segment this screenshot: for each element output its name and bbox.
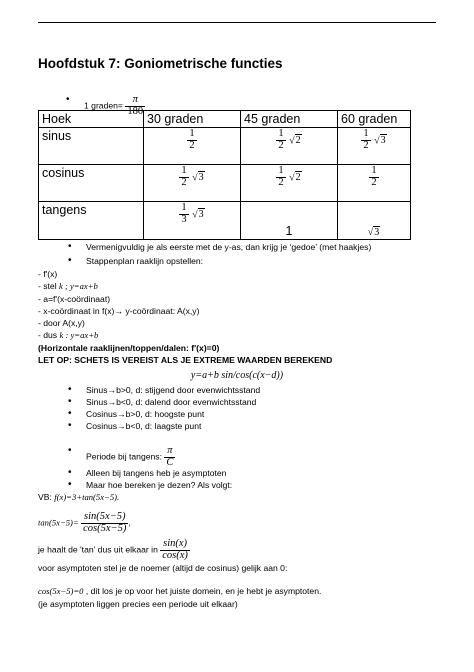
frac-den: 2: [371, 176, 377, 188]
asymptote-note: (je asymptoten liggen precies een periode uit elkaar): [38, 599, 238, 609]
sqrt: √2: [289, 135, 301, 147]
list-item: • Cosinus→b<0, d: laagste punt: [86, 421, 201, 431]
frac-num: 1: [189, 128, 195, 139]
sqrt: √3: [192, 172, 204, 184]
radicand: 3: [374, 227, 380, 238]
step-text: - stel: [38, 281, 60, 291]
fraction: [179, 166, 188, 188]
row-label: cosinus: [39, 165, 144, 202]
frac-den: C: [166, 456, 174, 468]
frac-den: cos(5x−5): [83, 522, 127, 534]
cos-equation: cos(5x−5)=0: [38, 586, 84, 596]
frac-num: 1: [278, 128, 284, 139]
table-row: [39, 202, 411, 240]
cell: [338, 165, 411, 202]
list-item: • Maar hoe bereken je dezen? Als volgt:: [86, 480, 232, 490]
step-1: - f'(x): [38, 269, 58, 279]
sinx-over-cosx: [160, 539, 190, 561]
example-prefix: VB:: [38, 492, 55, 502]
header-cell: Hoek: [39, 111, 144, 128]
list-item: • Cosinus→b>0, d: hoogste punt: [86, 409, 204, 419]
cell: [241, 165, 338, 202]
cos-text: , dit los je op voor het juiste domein, en je hebt je asymptoten.: [83, 586, 322, 596]
frac-den: 2: [363, 139, 369, 151]
step-6: [38, 330, 98, 340]
frac-num: 1: [181, 202, 187, 213]
sqrt: √2: [289, 172, 301, 184]
frac-den: 3: [181, 213, 187, 225]
step-text: y-coördinaat: A(x,y): [123, 306, 200, 316]
example-math: f(x)=3+tan(5x−5).: [54, 492, 120, 502]
header-cell: 60 graden: [338, 111, 411, 128]
denominator-note: voor asymptoten stel je de noemer (altijd de cosinus) gelijk aan 0:: [38, 563, 288, 573]
fraction: [276, 129, 285, 151]
frac-den: cos(x): [162, 549, 188, 561]
list-item: • Alleen bij tangens heb je asymptoten: [86, 468, 226, 478]
frac-den: 2: [278, 139, 284, 151]
cell: [338, 202, 411, 240]
sqrt: √3: [374, 135, 386, 147]
list-item: • Sinus→b>0, d: stijgend door evenwichtsstand: [86, 385, 260, 395]
tan-tail: ,: [128, 517, 131, 528]
horizontal-tangent-note: (Horizontale raaklijnen/toppen/dalen: f'(x)=0): [38, 343, 220, 353]
split-text: je haalt de 'tan' dus uit elkaar in: [38, 544, 161, 555]
cell: [144, 165, 241, 202]
pi-over-c: [164, 446, 175, 468]
degree-prefix: 1 graden=: [84, 100, 123, 111]
tan-decomposition: [38, 512, 131, 534]
frac-den: 2: [189, 139, 195, 151]
radicand: 3: [380, 135, 386, 147]
step-math: k : y=ax+b: [59, 330, 99, 340]
warning-note: LET OP: SCHETS IS VEREIST ALS JE EXTREME WAARDEN BEREKEND: [38, 355, 333, 365]
frac-num: sin(x): [163, 538, 188, 549]
cos-equation-line: [38, 586, 321, 596]
radicand: 3: [198, 172, 204, 184]
cell: [338, 128, 411, 165]
arrow-icon: →: [114, 306, 124, 316]
fraction: [369, 166, 378, 188]
table-row: [39, 128, 411, 165]
step-2: [38, 281, 98, 291]
general-formula: y=a+b sin/cos(c(x−d)): [190, 370, 284, 381]
list-item: • Sinus→b<0, d: dalend door evenwichtsstand: [86, 397, 256, 407]
step-text: - dus: [38, 330, 60, 340]
step-text: - x-coördinaat in f(x): [38, 306, 115, 316]
split-explanation: [38, 539, 190, 561]
fraction: [187, 129, 196, 151]
fraction: [276, 166, 285, 188]
frac-num: 1: [278, 165, 284, 176]
frac-num: sin(5x−5): [83, 511, 126, 522]
sin-over-cos: [81, 511, 131, 534]
sqrt: √3: [367, 227, 380, 238]
cell: [241, 128, 338, 165]
list-item: • Vermenigvuldig je als eerste met de y-as, dan krijg je ‘gedoe’ (met haakjes): [86, 242, 371, 252]
fraction: [179, 203, 188, 225]
radicand: 2: [295, 172, 301, 184]
table-header-row: [39, 111, 411, 128]
cell: [241, 202, 338, 240]
example-line: [38, 492, 119, 502]
table-row: [39, 165, 411, 202]
frac-num: π: [167, 445, 173, 456]
frac-num: π: [132, 94, 138, 105]
fraction: [361, 129, 370, 151]
step-5: - door A(x,y): [38, 318, 85, 328]
radicand: 2: [295, 135, 301, 147]
cell: [144, 202, 241, 240]
cell: [144, 128, 241, 165]
step-math: k ; y=ax+b: [59, 281, 98, 291]
frac-num: 1: [363, 128, 369, 139]
step-3: - a=f'(x-coördinaat): [38, 294, 111, 304]
sqrt: √3: [192, 209, 204, 221]
tangent-period: [86, 446, 175, 468]
header-cell: 45 graden: [241, 111, 338, 128]
header-cell: 30 graden: [144, 111, 241, 128]
tan-lhs: tan(5x−5)=: [38, 517, 79, 528]
step-4: [38, 306, 199, 316]
list-item: • Stappenplan raaklijn opstellen:: [86, 256, 203, 266]
frac-num: 1: [371, 165, 377, 176]
row-label: tangens: [39, 202, 144, 240]
trig-table: [38, 110, 411, 240]
frac-num: 1: [181, 165, 187, 176]
period-text: Periode bij tangens:: [86, 451, 165, 462]
radicand: 3: [198, 209, 204, 221]
row-label: sinus: [39, 128, 144, 165]
frac-den: 2: [278, 176, 284, 188]
top-rule: [38, 22, 436, 23]
tan45-value: 1: [285, 224, 293, 238]
page-title: Hoofdstuk 7: Goniometrische functies: [38, 56, 283, 71]
frac-den: 2: [181, 176, 187, 188]
frac-den: 180: [127, 105, 144, 117]
